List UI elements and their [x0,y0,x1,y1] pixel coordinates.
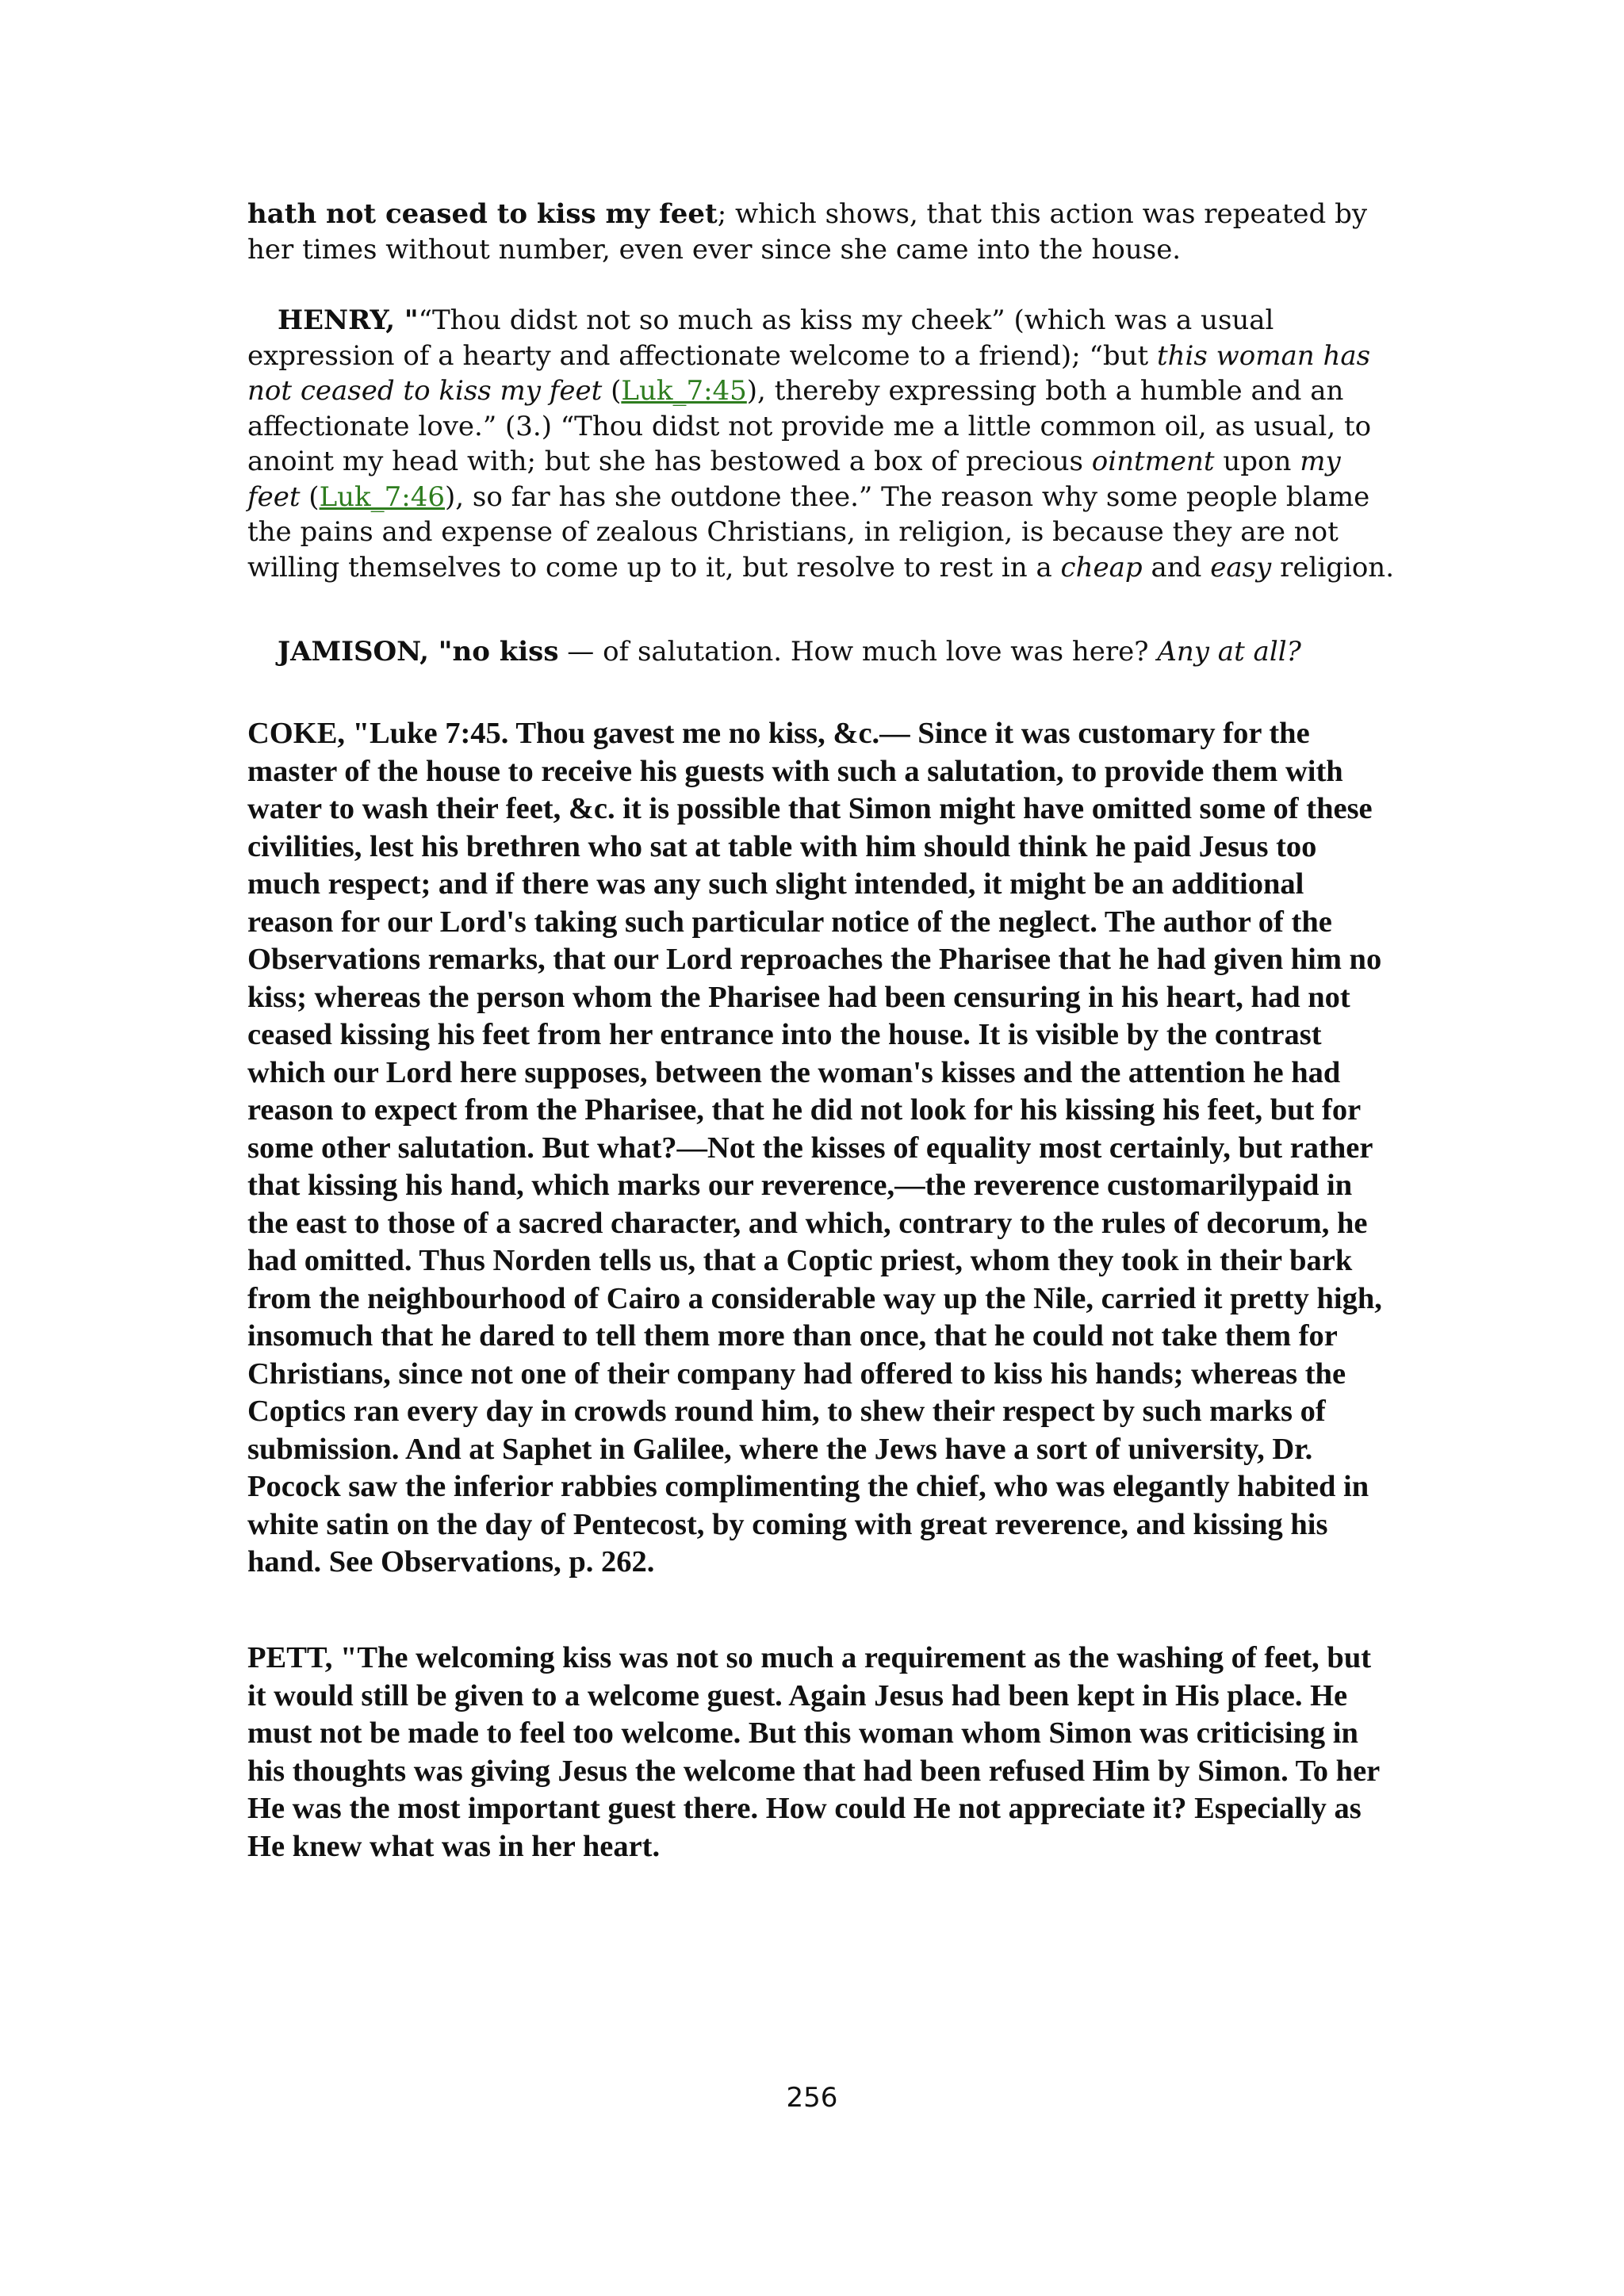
scripture-reference-link[interactable]: Luk_7:46 [319,480,446,513]
italic-text: Any at all? [1157,636,1301,668]
italic-text: easy [1210,551,1272,584]
italic-text: this woman has not ceased to kiss my feet [247,339,1371,407]
italic-text: my feet [247,446,1341,513]
text-run: ), so far has she outdone thee.” The reason why some people blame the pains and expense of zealous Christians, in religion, is because they are not willing themselves to come up to it, but resolve to rest in a [247,480,1370,584]
text-run: ( [602,375,622,407]
paragraph-gill-continuation [247,197,1396,267]
text-run: “Thou didst not so much as kiss my cheek” (which was a usual expression of a hearty and affectionate welcome to a friend); “but [247,304,1274,372]
scripture-reference-link[interactable]: Luk_7:45 [621,375,747,407]
bold-text: HENRY, " [278,304,419,336]
text-run: upon [1214,446,1300,477]
text-run: ( [300,480,320,513]
paragraph-jamison [247,634,1396,670]
paragraph-henry [247,303,1396,585]
text-run: and [1142,551,1211,584]
text-run: — of salutation. How much love was here? [558,636,1158,668]
text-run: ; which shows, that this action was repeated by her times without number, even ever since she came into the house. [247,198,1368,266]
text-run: religion. [1271,551,1395,584]
bold-text: hath not ceased to kiss my feet [247,198,718,230]
bold-text: JAMISON, "no kiss [278,636,559,668]
italic-text: ointment [1091,446,1215,477]
paragraph-coke: COKE, "Luke 7:45. Thou gavest me no kiss, &c.— Since it was customary for the master of the house to receive his guests with such a salutation, to provide them with water to wash their feet, &c. it is possible that Simon might have omitted some of these civilities, lest his brethren who sat at table with him should think he paid Jesus too much respect; and if there was any such slight intended, it might be an additional reason for our Lord's taking such particular notice of the neglect. The author of the Observations remarks, that our Lord reproaches the Pharisee that he had given him no kiss; whereas the person whom the Pharisee had been censuring in his heart, had not ceased kissing his feet from her entrance into the house. It is visible by the contrast which our Lord here supposes, between the woman's kisses and the attention he had reason to expect from the Pharisee, that he did not look for his kissing his feet, but for some other salutation. But what?—Not the kisses of equality most certainly, but rather that kissing his hand, which marks our reverence,—the reverence customarilypaid in the east to those of a sacred character, and which, contrary to the rules of decorum, he had omitted. Thus Norden tells us, that a Coptic priest, whom they took in their bark from the neighbourhood of Cairo a considerable way up the Nile, carried it pretty high, insomuch that he dared to tell them more than once, that he could not take them for Christians, since not one of their company had offered to kiss his hands; whereas the Coptics ran every day in crowds round him, to shew their respect by such marks of submission. And at Saphet in Galilee, where the Jews have a sort of university, Dr. Pocock saw the inferior rabbies complimenting the chief, who was elegantly habited in white satin on the day of Pentecost, by coming with great reverence, and kissing his hand. See Observations, p. 262. [247,717,1382,1578]
page-number: 256 [786,2082,838,2114]
text-run: ), thereby expressing both a humble and an affectionate love.” (3.) “Thou didst not provide me a little common oil, as usual, to anoint my head with; but she has bestowed a box of precious [247,375,1372,477]
paragraph-pett: PETT, "The welcoming kiss was not so much a requirement as the washing of feet, but it would still be given to a welcome guest. Again Jesus had been kept in His place. He must not be made to feel too welcome. But this woman whom Simon was criticising in his thoughts was giving Jesus the welcome that had been refused Him by Simon. To her He was the most important guest there. How could He not appreciate it? Especially as He knew what was in her heart. [247,1641,1380,1863]
italic-text: cheap [1060,551,1143,584]
